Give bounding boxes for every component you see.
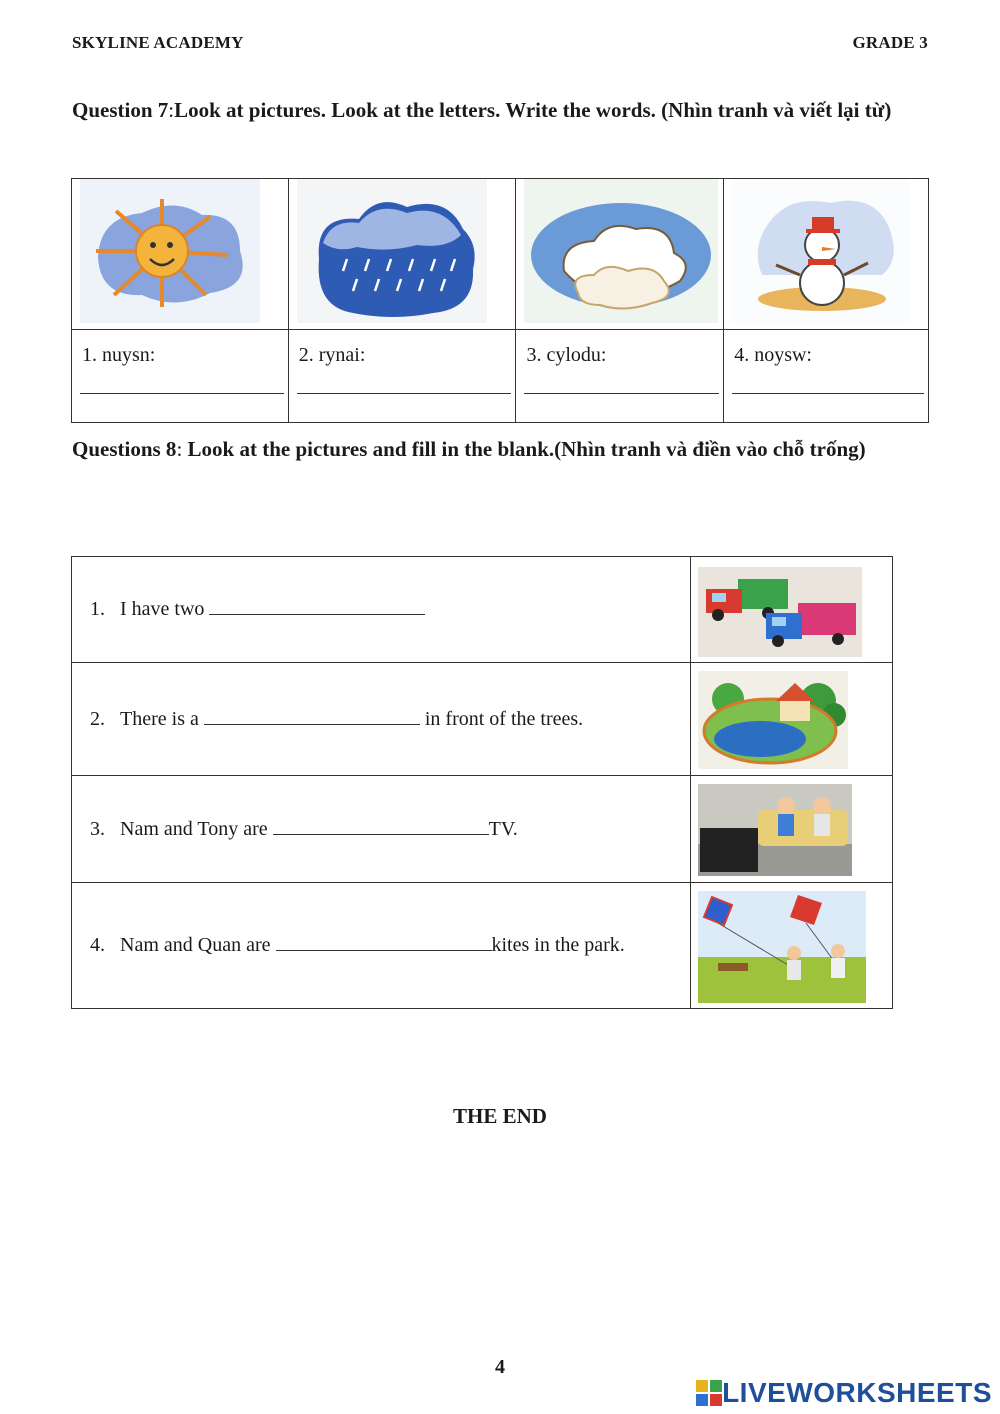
- q7-answer-line-3[interactable]: [524, 393, 719, 394]
- trucks-icon: [698, 567, 862, 657]
- q8-sep: :: [176, 437, 183, 461]
- q7-word-2: 2. rynai:: [298, 344, 366, 366]
- sun-icon: [80, 179, 260, 323]
- q8-blank-2[interactable]: [204, 710, 420, 725]
- question-8-title: [72, 428, 942, 470]
- school-name: SKYLINE ACADEMY: [72, 33, 244, 52]
- liveworksheets-logo-icon: [696, 1380, 722, 1406]
- q7-translation: (Nhìn tranh và viết lại từ): [655, 98, 892, 122]
- q8-translation: (Nhìn tranh và điền vào chỗ trống): [554, 437, 866, 461]
- q7-item-1: [72, 330, 289, 423]
- q8-text-before-3: Nam and Tony are: [120, 817, 273, 840]
- q8-text-after-4: kites in the park.: [491, 934, 625, 956]
- rain-cloud-icon: [297, 179, 487, 323]
- q8-text-before-1: I have two: [120, 598, 210, 620]
- question-8-table: [71, 556, 893, 1009]
- q8-blank-3[interactable]: [273, 820, 489, 835]
- q8-num-1: 1.: [90, 598, 105, 620]
- the-end: THE END: [453, 1104, 547, 1128]
- q8-sentence-4: [72, 883, 691, 1009]
- q7-item-4: [724, 330, 929, 423]
- q7-answer-line-4[interactable]: [732, 393, 924, 394]
- q7-word-3: 3. cylodu:: [526, 344, 607, 366]
- q8-sentence-1: [72, 557, 691, 663]
- q7-answer-line-1[interactable]: [80, 393, 284, 394]
- q8-text-before-4: Nam and Quan are: [120, 934, 276, 956]
- q8-num-3: 3.: [90, 817, 105, 840]
- q8-instruction: Look at the pictures and fill in the blank.: [182, 437, 555, 461]
- liveworksheets-logo: [696, 1377, 992, 1409]
- q8-blank-1[interactable]: [209, 600, 425, 615]
- page-number: 4: [495, 1356, 505, 1378]
- q8-sentence-3: [72, 776, 691, 883]
- q8-blank-4[interactable]: [276, 936, 492, 951]
- q8-num-4: 4.: [90, 934, 105, 956]
- q7-word-1: 1. nuysn:: [82, 344, 156, 366]
- q8-text-after-2: in front of the trees.: [419, 707, 584, 730]
- question-7-table: [71, 178, 929, 423]
- liveworksheets-text: LIVEWORKSHEETS: [722, 1377, 992, 1408]
- watching-tv-icon: [698, 784, 852, 876]
- snowman-icon: [732, 179, 910, 323]
- pond-icon: [698, 671, 848, 769]
- q8-sentence-2: [72, 663, 691, 776]
- q7-item-2: [288, 330, 516, 423]
- q7-instruction: Look at pictures. Look at the letters. Write the words.: [174, 98, 656, 122]
- kites-icon: [698, 891, 866, 1003]
- q7-answer-line-2[interactable]: [297, 393, 512, 394]
- q7-word-4: 4. noysw:: [734, 344, 812, 366]
- q8-label: Questions 8: [72, 437, 177, 461]
- q8-num-2: 2.: [90, 707, 105, 730]
- question-7-title: [72, 89, 942, 131]
- cloud-icon: [524, 179, 718, 323]
- q7-sep: :: [168, 98, 175, 122]
- q7-label: Question 7: [72, 98, 169, 122]
- q8-text-before-2: There is a: [120, 707, 204, 730]
- q8-text-after-3: TV.: [488, 817, 518, 840]
- grade-label: GRADE 3: [852, 33, 928, 52]
- q7-item-3: [516, 330, 724, 423]
